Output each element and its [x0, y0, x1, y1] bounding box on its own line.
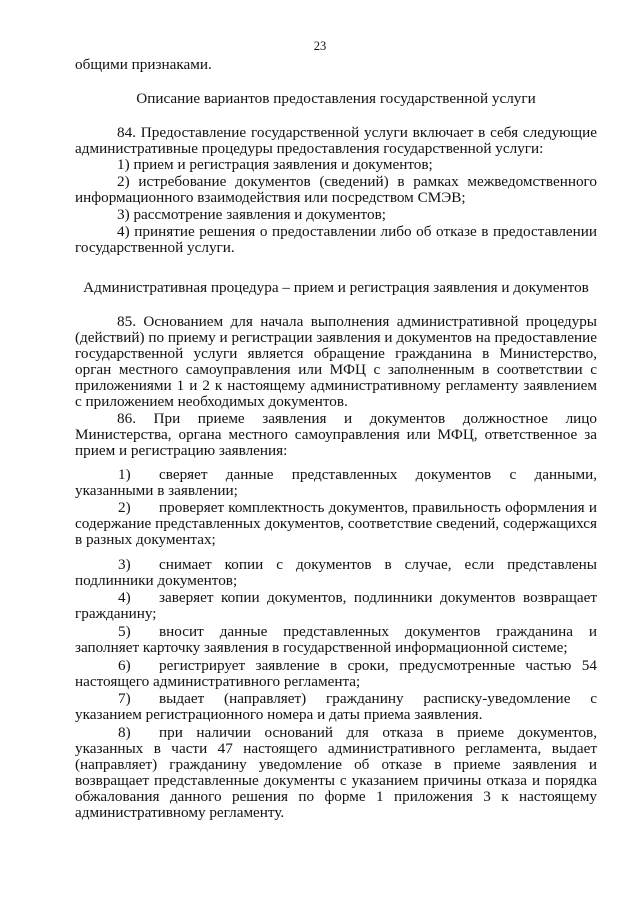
- list-item-number: 7): [118, 690, 131, 707]
- p84-item: 1) прием и регистрация заявления и документов;: [117, 156, 433, 173]
- list-item-number: 2): [118, 499, 131, 516]
- p84-item: 2) истребование документов (сведений) в рамках межведомственного информационного взаимодействия или посредством СМЭВ;: [75, 173, 597, 207]
- sub-heading: Административная процедура – прием и регистрация заявления и документов: [83, 279, 589, 296]
- p84-item: 3) рассмотрение заявления и документов;: [117, 206, 386, 223]
- list-item-number: 3): [118, 556, 131, 573]
- list-item-text: регистрирует заявление в сроки, предусмотренные частью 54 настоящего административного регламента;: [75, 657, 597, 691]
- list-item-number: 1): [118, 466, 131, 483]
- list-item-text: вносит данные представленных документов гражданина и заполняет карточку заявления в государственной информационной системе;: [75, 623, 597, 657]
- intro-tail: общими признаками.: [75, 56, 212, 73]
- page-number: 23: [313, 39, 327, 53]
- list-item: [75, 658, 597, 690]
- list-item-text: выдает (направляет) гражданину расписку-уведомление с указанием регистрационного номера и даты приема заявления.: [75, 690, 597, 724]
- list-item-number: 4): [118, 589, 131, 606]
- list-item: [75, 467, 597, 499]
- list-item-number: 8): [118, 724, 131, 741]
- p84-item: 4) принятие решения о предоставлении либо об отказе в предоставлении государственной услуги.: [75, 223, 597, 257]
- list-item-text: проверяет комплектность документов, правильность оформления и содержание представленных документов, соответствие сведений, содержащихся в разных документах;: [75, 499, 597, 549]
- list-item: [75, 725, 597, 822]
- list-item-number: 6): [118, 657, 131, 674]
- list-item: [75, 624, 597, 656]
- list-item-number: 5): [118, 623, 131, 640]
- paragraph-85: 85. Основанием для начала выполнения административной процедуры (действий) по приему и регистрации заявления и документов на предоставление государственной услуги является обращение гражданина в Министерство, орган местного самоуправления или МФЦ с заполненным в соответствии с приложениями 1 и 2 к настоящему административному регламенту заявлением с приложением необходимых документов.: [75, 313, 597, 411]
- list-item: [75, 691, 597, 723]
- list-item-text: сверяет данные представленных документов с данными, указанными в заявлении;: [75, 466, 597, 500]
- list-item: [75, 590, 597, 622]
- list-item: [75, 557, 597, 589]
- paragraph-84: 84. Предоставление государственной услуги включает в себя следующие административные процедуры предоставления государственной услуги:: [75, 124, 597, 158]
- list-item-text: заверяет копии документов, подлинники документов возвращает гражданину;: [75, 589, 597, 623]
- list-item-text: снимает копии с документов в случае, если представлены подлинники документов;: [75, 556, 597, 590]
- paragraph-86: 86. При приеме заявления и документов должностное лицо Министерства, органа местного самоуправления или МФЦ, ответственное за прием и регистрацию заявления:: [75, 410, 597, 460]
- section-heading: Описание вариантов предоставления государственной услуги: [136, 90, 536, 107]
- list-item: [75, 500, 597, 548]
- list-item-text: при наличии оснований для отказа в приеме документов, указанных в части 47 настоящего административного регламента, выдает (направляет) гражданину уведомление об отказе в приеме заявления и возвращает представленные документы с указанием причины отказа и порядка обжалования данного решения по форме 1 приложения 3 к настоящему административному регламенту.: [75, 724, 597, 822]
